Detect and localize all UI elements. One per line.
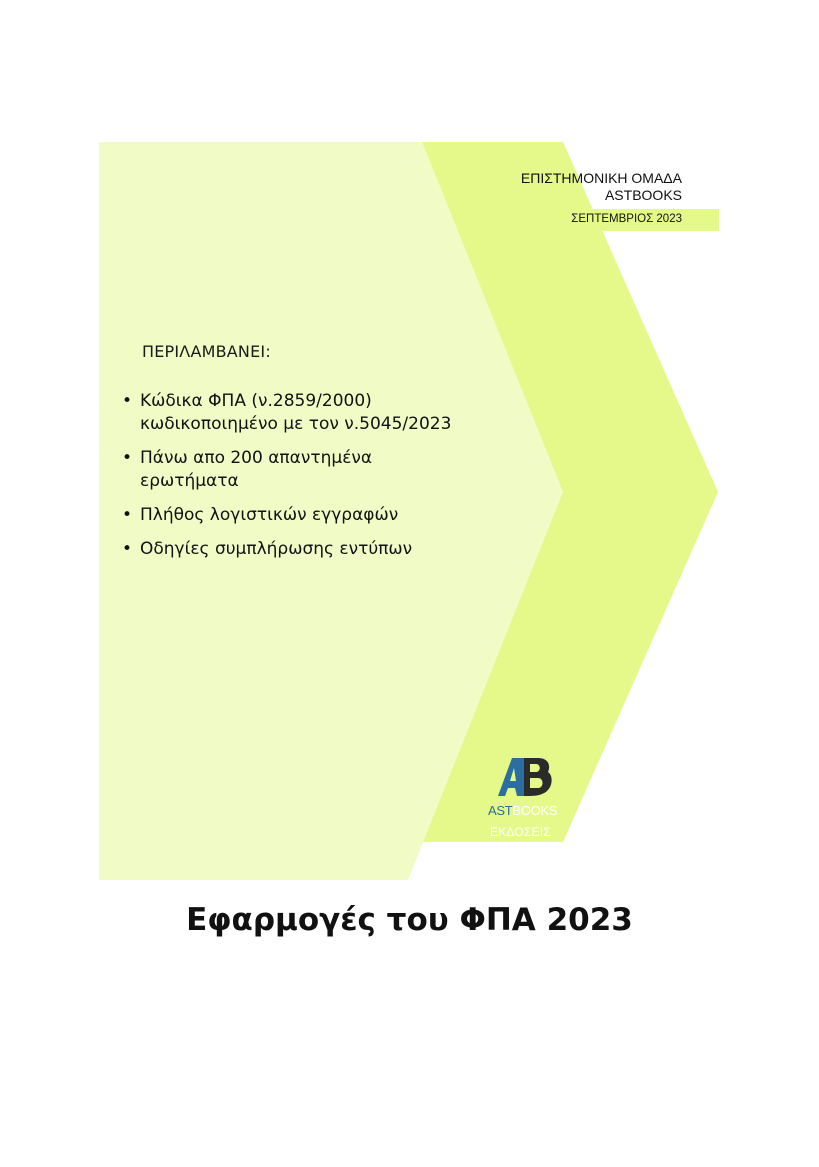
book-title: Εφαρμογές του ΦΠΑ 2023: [186, 902, 633, 938]
contents-heading: ΠΕΡΙΛΑΜΒΑΝΕΙ:: [142, 342, 271, 361]
feature-text-cont: κωδικοποιημένο με τον ν.5045/2023: [140, 414, 452, 434]
bullet-icon: •: [122, 505, 133, 525]
list-item: [120, 447, 520, 493]
ab-logo-icon: [498, 756, 554, 800]
feature-text-cont: ερωτήματα: [140, 471, 239, 491]
logo-wordmark: [488, 803, 557, 818]
feature-text: Πάνω απο 200 απαντημένα: [140, 448, 373, 468]
list-item: [120, 504, 520, 527]
publisher-logo: [478, 756, 568, 848]
bullet-icon: •: [122, 391, 133, 411]
list-item: [120, 538, 520, 561]
feature-text: Οδηγίες συμπλήρωσης εντύπων: [140, 539, 413, 559]
logo-subtitle: ΕΚΔΟΣΕΙΣ: [490, 825, 551, 839]
author-line-2: ASTBOOKS: [604, 187, 682, 203]
author-block: [521, 170, 682, 204]
logo-books: BOOKS: [512, 803, 558, 818]
bullet-icon: •: [122, 448, 133, 468]
feature-text: Κώδικα ΦΠΑ (ν.2859/2000): [140, 391, 372, 411]
list-item: [120, 390, 520, 436]
bullet-icon: •: [122, 539, 133, 559]
features-list: [120, 390, 520, 572]
logo-ast: AST: [488, 803, 513, 818]
feature-text: Πλήθος λογιστικών εγγραφών: [140, 505, 399, 525]
author-line-1: ΕΠΙΣΤΗΜΟΝΙΚΗ ΟΜΑΔΑ: [520, 170, 682, 186]
publication-date: ΣΕΠΤΕΜΒΡΙΟΣ 2023: [571, 213, 682, 225]
